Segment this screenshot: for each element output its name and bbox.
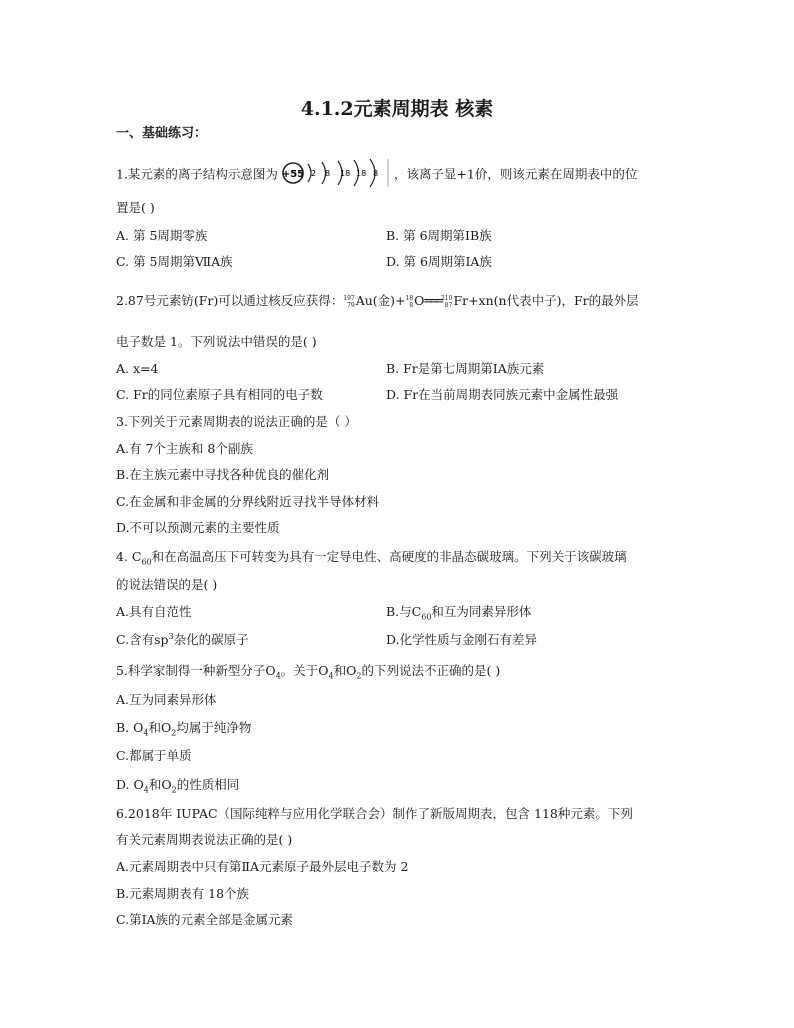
q5-option-c: C.都属于单质: [116, 748, 192, 763]
section-heading: 一、基础练习：: [116, 126, 208, 141]
q4-option-b: B.与$C_{60}$和互为同素异形体: [386, 604, 532, 622]
q4-option-d: D.化学性质与金刚石有差异: [386, 632, 538, 647]
q1-option-b: B. 第 6周期第ⅠB族: [386, 228, 492, 243]
q2-option-a: A. x=4: [116, 361, 159, 376]
q2-stem: 2.87号元素钫(Fr)可以通过核反应获得： 197 79 Au(金)+ 18 8 O═══ 210 87 Fr+xn(n代表中子)，Fr的最外层: [116, 293, 639, 309]
q6-option-b: B.元素周期表有 18个族: [116, 886, 250, 901]
shell-count: 18: [355, 169, 367, 178]
q6-option-c: C.第ⅠA族的元素全部是金属元素: [116, 912, 294, 927]
q1-stem: 1.某元素的离子结构示意图为 +55 2 8 18 18 8 ，该离子显+1价，则该元素在周期表中的位: [116, 158, 637, 192]
q3-option-a: A.有 7个主族和 8个副族: [116, 441, 253, 456]
fr-nuclide: 210 87: [440, 294, 453, 309]
q3-stem: 3.下列关于元素周期表的说法正确的是（ ）: [116, 414, 357, 429]
shell-count: 8: [372, 169, 379, 178]
q5-option-d: D. $O_4$和$O_2$的性质相同: [116, 777, 240, 795]
q4-stem: 4. $C_{60}$和在高温高压下可转变为具有一定导电性、高硬度的非晶态碳玻璃。下列关于该碳玻璃: [116, 549, 627, 567]
q5-option-b: B. $O_4$和$O_2$均属于纯净物: [116, 720, 252, 738]
nucleus-charge: +55: [281, 169, 305, 180]
au-nuclide: 197 79: [343, 294, 355, 309]
q5-option-a: A.互为同素异形体: [116, 692, 217, 707]
q2-stem-line2: 电子数是 1。下列说法中错误的是( ): [116, 334, 317, 349]
q3-option-c: C.在金属和非金属的分界线附近寻找半导体材料: [116, 494, 380, 509]
q4-option-a: A.具有自范性: [116, 604, 192, 619]
ion-structure-diagram: [280, 158, 392, 192]
shell-count: 8: [324, 169, 331, 178]
q3-option-b: B.在主族元素中寻找各种优良的催化剂: [116, 467, 330, 482]
q6-option-a: A.元素周期表中只有第ⅡA元素原子最外层电子数为 2: [116, 859, 409, 874]
shell-count: 18: [339, 169, 351, 178]
o-nuclide: 18 8: [405, 294, 414, 309]
q1-option-d: D. 第 6周期第ⅠA族: [386, 254, 492, 269]
q1-option-c: C. 第 5周期第ⅦA族: [116, 254, 233, 269]
q4-stem-line2: 的说法错误的是( ): [116, 577, 218, 592]
q2-option-d: D. Fr在当前周期表同族元素中金属性最强: [386, 387, 619, 402]
q6-stem: 6.2018年 IUPAC（国际纯粹与应用化学联合会）制作了新版周期表，包含 118种元素。下列: [116, 806, 633, 821]
shell-count: 2: [310, 169, 317, 178]
q3-option-d: D.不可以预测元素的主要性质: [116, 520, 280, 535]
document-title: 4.1.2元素周期表 核素: [300, 98, 494, 120]
q4-option-c: C.含有$sp^3$杂化的碳原子: [116, 631, 249, 647]
q2-option-c: C. Fr的同位素原子具有相同的电子数: [116, 387, 323, 402]
q1-stem-line2: 置是( ): [116, 200, 155, 215]
q5-stem: 5.科学家制得一种新型分子$O_4$。关于$O_4$和$O_2$的下列说法不正确的是( ): [116, 663, 501, 681]
q2-option-b: B. Fr是第七周期第ⅠA族元素: [386, 361, 545, 376]
q1-option-a: A. 第 5周期零族: [116, 228, 208, 243]
q6-stem-line2: 有关元素周期表说法正确的是( ): [116, 832, 293, 847]
reaction-arrow: ═══: [424, 293, 441, 308]
